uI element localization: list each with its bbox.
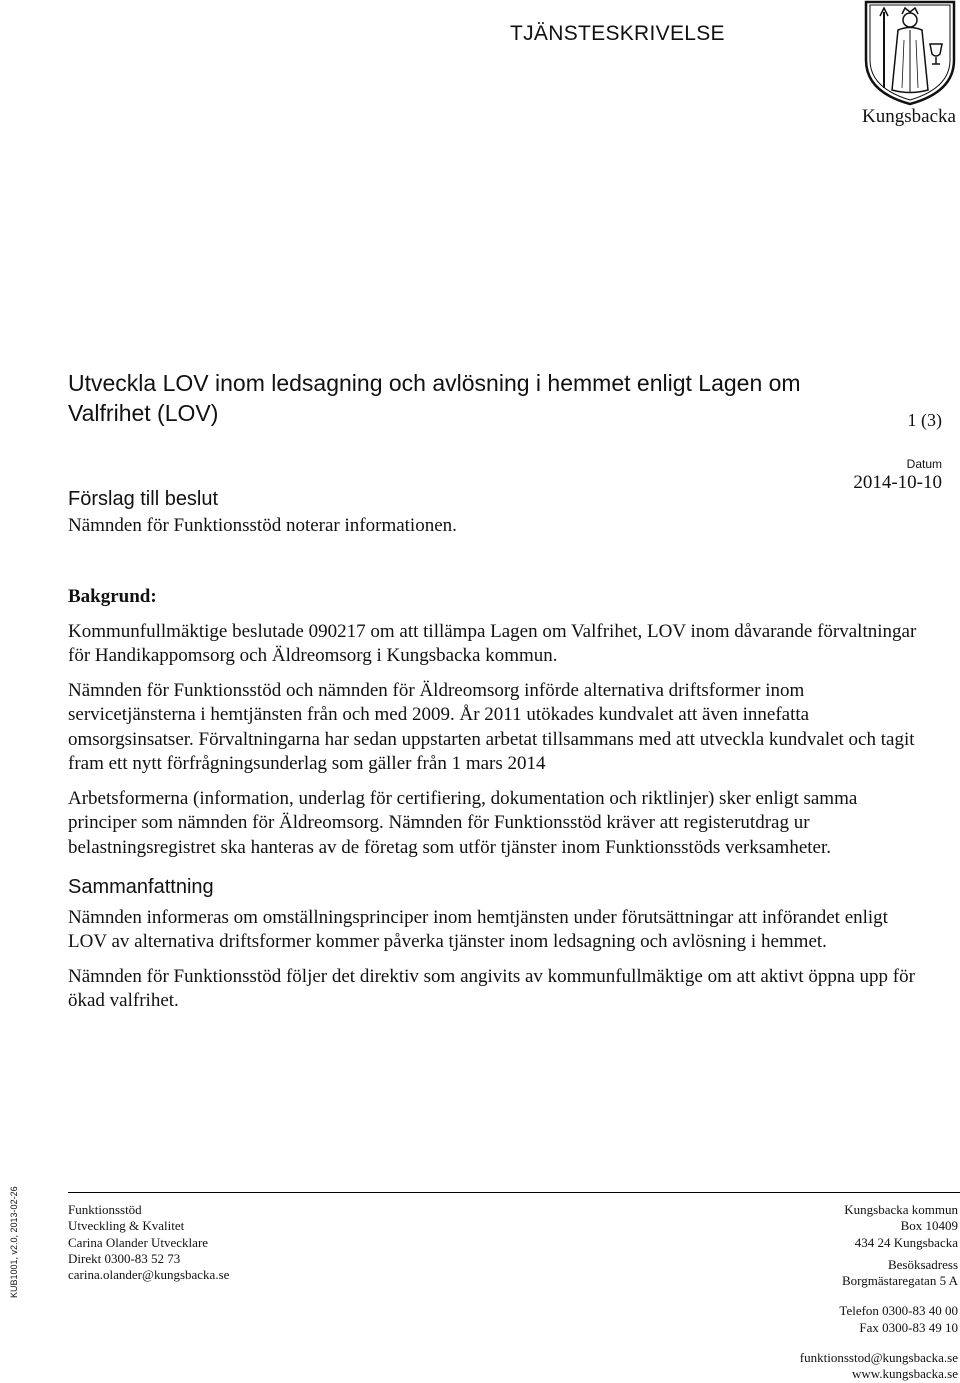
footer-box: Box 10409 xyxy=(900,1218,958,1234)
page-number: 1 (3) xyxy=(907,410,942,430)
footer-contact xyxy=(68,1202,229,1283)
background-heading: Bakgrund: xyxy=(68,586,157,607)
title-line-1: Utveckla LOV inom ledsagning och avlösning i hemmet enligt Lagen om xyxy=(68,370,801,396)
logo-text: Kungsbacka xyxy=(862,106,956,127)
background-paragraph-2: Nämnden för Funktionsstöd och nämnden för Äldreomsorg införde alternativa driftsformer inom servicetjänsterna i hemtjänsten från och med 2009. År 2011 utökades kundvalet att även innefatta omsorgsinsatser. Förvaltningarna har sedan uppstarten arbetat tillsammans med att utveckla kundvalet och tagit fram ett nytt förfrågningsunderlag som gäller från 1 mars 2014 xyxy=(68,679,915,774)
footer-website[interactable]: www.kungsbacka.se xyxy=(851,1366,958,1382)
document-title xyxy=(68,368,868,428)
proposal-text: Nämnden för Funktionsstöd noterar informationen. xyxy=(68,515,457,536)
coat-of-arms-icon xyxy=(858,0,960,106)
summary-paragraph-1: Nämnden informeras om omställningsprinciper inom hemtjänsten under förutsättningar att införandet enligt LOV av alternativa driftsformer kommer påverka tjänster inom ledsagning och avlösning i hemmet. xyxy=(68,906,888,952)
footer-org: Kungsbacka kommun xyxy=(844,1202,958,1217)
summary-paragraph-2: Nämnden för Funktionsstöd följer det direktiv som angivits av kommunfullmäktige om att aktivt öppna upp för ökad valfrihet. xyxy=(68,965,915,1011)
date-label: Datum xyxy=(906,457,942,471)
footer-department: Funktionsstöd xyxy=(68,1202,142,1217)
document-body xyxy=(68,585,918,1014)
document-type: TJÄNSTESKRIVELSE xyxy=(510,22,725,45)
footer-main-email[interactable]: funktionsstod@kungsbacka.se xyxy=(799,1350,958,1366)
title-line-2: Valfrihet (LOV) xyxy=(68,400,219,426)
background-paragraph-1: Kommunfullmäktige beslutade 090217 om att tillämpa Lagen om Valfrihet, LOV inom dåvarande förvaltningar för Handikappomsorg och Äldreomsorg i Kungsbacka kommun. xyxy=(68,620,917,666)
template-code: KUB1001, v2.0, 2013-02-26 xyxy=(9,1186,19,1298)
footer-fax: Fax 0300-83 49 10 xyxy=(859,1319,958,1335)
date-value: 2014-10-10 xyxy=(853,472,942,493)
footer-visit-label: Besöksadress xyxy=(887,1256,958,1272)
summary-heading: Sammanfattning xyxy=(68,876,214,898)
footer-divider xyxy=(68,1192,960,1193)
footer-address xyxy=(800,1202,958,1383)
footer-unit: Utveckling & Kvalitet xyxy=(68,1218,185,1234)
proposal-heading: Förslag till beslut xyxy=(68,488,219,510)
footer-email[interactable]: carina.olander@kungsbacka.se xyxy=(68,1267,230,1283)
background-paragraph-3: Arbetsformerna (information, underlag för certifiering, dokumentation och riktlinjer) sker enligt samma principer som nämnden för Äldreomsorg. Nämnden för Funktionsstöd kräver att registerutdrag ur belastningsregistret ska hanteras av de företag som utför tjänster inom Funktionsstöds verksamheter. xyxy=(68,787,858,858)
footer-visit-street: Borgmästaregatan 5 A xyxy=(841,1273,958,1289)
footer-main-phone: Telefon 0300-83 40 00 xyxy=(839,1303,958,1319)
footer-phone: Direkt 0300-83 52 73 xyxy=(68,1250,181,1266)
footer-postal: 434 24 Kungsbacka xyxy=(854,1234,958,1250)
footer-person: Carina Olander Utvecklare xyxy=(68,1234,209,1250)
